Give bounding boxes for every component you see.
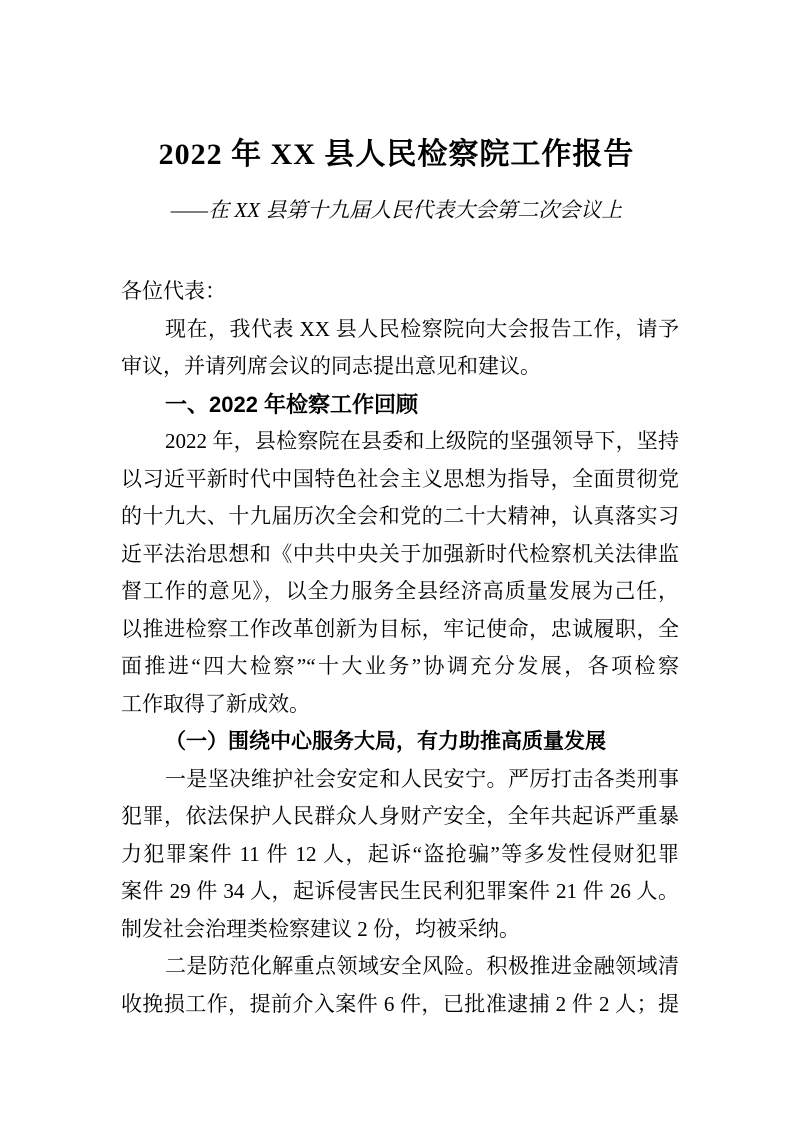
sub-heading: （一）围绕中心服务大局，有力助推高质量发展 <box>165 729 606 753</box>
body-line: 现在，我代表 XX 县人民检察院向大会报告工作，请予 <box>165 316 679 341</box>
body-line: 工作取得了新成效。 <box>121 691 310 716</box>
body-line: 的十九大、十九届历次全会和党的二十大精神，认真落实习 <box>121 504 679 528</box>
salutation-line: 各位代表： <box>121 279 226 303</box>
body-line: 督工作的意见》，以全力服务全县经济高质量发展为己任， <box>121 579 679 603</box>
body-line: 力犯罪案件 11 件 12 人，起诉“盗抢骗”等多发性侵财犯罪 <box>121 841 679 866</box>
body-line: 案件 29 件 34 人，起诉侵害民生民利犯罪案件 21 件 26 人。 <box>121 879 679 903</box>
body-line: 审议，并请列席会议的同志提出意见和建议。 <box>121 354 541 378</box>
body-line: 面推进“四大检察”“十大业务”协调充分发展，各项检察 <box>121 654 679 678</box>
body-line: 一是坚决维护社会安定和人民安宁。严厉打击各类刑事 <box>165 766 679 791</box>
document-title: 2022 年 XX 县人民检察院工作报告 <box>158 138 635 171</box>
body-line: 以推进检察工作改革创新为目标，牢记使命，忠诚履职，全 <box>121 616 679 641</box>
body-line: 犯罪，依法保护人民群众人身财产安全，全年共起诉严重暴 <box>121 804 679 828</box>
body-line: 近平法治思想和《中共中央关于加强新时代检察机关法律监 <box>121 541 679 566</box>
body-line: 收挽损工作，提前介入案件 6 件，已批准逮捕 2 件 2 人；提 <box>121 991 679 1016</box>
body-line: 2022 年，县检察院在县委和上级院的坚强领导下，坚持 <box>165 429 679 453</box>
body-line: 二是防范化解重点领域安全风险。积极推进金融领域清 <box>165 954 679 978</box>
body-line: 制发社会治理类检察建议 2 份，均被采纳。 <box>121 916 520 941</box>
body-line: 以习近平新时代中国特色社会主义思想为指导，全面贯彻党 <box>121 466 679 491</box>
document-subtitle: ——在 XX 县第十九届人民代表大会第二次会议上 <box>170 198 623 222</box>
document-body <box>121 273 679 1023</box>
section-heading: 一、2022 年检察工作回顾 <box>165 391 419 417</box>
